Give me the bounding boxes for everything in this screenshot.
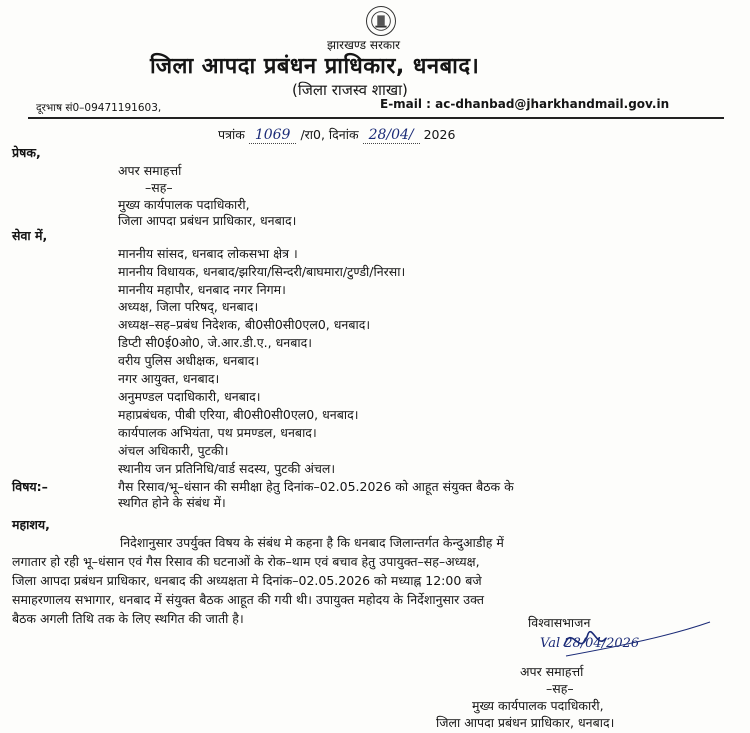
email-address: E-mail : ac-dhanbad@jharkhandmail.gov.in [380, 97, 670, 111]
recipient-item: डिप्टी सी0ई0ओ0, जे.आर.डी.ए., धनबाद। [118, 335, 312, 350]
recipients-label: सेवा में, [12, 228, 48, 243]
recipient-item: वरीय पुलिस अधीक्षक, धनबाद। [118, 353, 260, 368]
paragraph-line: लगातार हो रही भू–धंसान एवं गैस रिसाव की घटनाओं के रोक–थाम एवं बचाव हेतु उपायुक्त–सह–अध्यक्ष, [12, 554, 480, 569]
sender-line: जिला आपदा प्रबंधन प्राधिकार, धनबाद। [118, 213, 297, 228]
paragraph-line: समाहरणालय सभागार, धनबाद में संयुक्त बैठक आहूत की गयी थी। उपायुक्त महोदय के निर्देशानुसार उक्त [12, 592, 484, 607]
recipient-item: अध्यक्ष, जिला परिषद्, धनबाद। [118, 299, 259, 314]
recipient-item: माननीय महापौर, धनबाद नगर निगम। [118, 282, 286, 297]
sender-line: मुख्य कार्यपालक पदाधिकारी, [118, 197, 250, 212]
letter-year: 2026 [423, 127, 456, 142]
recipient-item: अध्यक्ष–सह–प्रबंध निदेशक, बी0सी0सी0एल0, धनबाद। [118, 317, 371, 332]
paragraph-line: जिला आपदा प्रबंधन प्राधिकार, धनबाद की अध्यक्षता मे दिनांक–02.05.2026 को मध्याह्न 12:00 बजे [12, 573, 482, 588]
sender-line: –सह– [145, 180, 173, 195]
header-divider [28, 117, 724, 119]
branch-name: (जिला राजस्व शाखा) [292, 81, 408, 99]
signatory-line: मुख्य कार्यपालक पदाधिकारी, [472, 698, 604, 713]
letter-number-line [218, 126, 455, 144]
recipient-item: माननीय विधायक, धनबाद/झरिया/सिन्दरी/बाघमारा/टुण्डी/निरसा। [118, 264, 406, 279]
sender-label: प्रेषक, [12, 145, 41, 160]
letter-section: /रा0, दिनांक [300, 127, 359, 142]
recipient-item: स्थानीय जन प्रतिनिधि/वार्ड सदस्य, पुटकी अंचल। [118, 461, 336, 476]
state-emblem-icon [366, 6, 396, 36]
phone-number: दूरभाष सं0–09471191603, [36, 102, 162, 114]
subject-line: स्थगित होने के संबंध में। [118, 495, 226, 510]
recipient-item: कार्यपालक अभियंता, पथ प्रमण्डल, धनबाद। [118, 425, 317, 440]
recipient-item: अनुमण्डल पदाधिकारी, धनबाद। [118, 389, 261, 404]
sender-line: अपर समाहर्त्ता [118, 163, 182, 178]
signatory-line: अपर समाहर्त्ता [520, 664, 584, 679]
salutation: महाशय, [12, 517, 50, 532]
letter-prefix: पत्रांक [218, 127, 245, 142]
paragraph-line: निदेशानुसार उपर्युक्त विषय के संबंध मे कहना है कि धनबाद जिलान्तर्गत केन्दुआडीह में [120, 535, 504, 550]
subject-line: गैस रिसाव/भू–धंसान की समीक्षा हेतु दिनांक–02.05.2026 को आहूत संयुक्त बैठक के [118, 479, 514, 494]
signatory-line: जिला आपदा प्रबंधन प्राधिकार, धनबाद। [436, 715, 615, 730]
authority-title: जिला आपदा प्रबंधन प्राधिकार, धनबाद। [150, 54, 480, 79]
letter-number: 1069 [249, 127, 297, 144]
recipient-item: महाप्रबंधक, पीबी एरिया, बी0सी0सी0एल0, धनबाद। [118, 407, 359, 422]
paragraph-line: बैठक अगली तिथि तक के लिए स्थगित की जाती है। [12, 611, 244, 626]
recipient-item: अंचल अधिकारी, पुटकी। [118, 443, 229, 458]
government-name: झारखण्ड सरकार [327, 38, 401, 52]
subject-label: विषय:– [12, 479, 48, 494]
signatory-line: –सह– [546, 681, 574, 696]
letter-date: 28/04/ [363, 127, 420, 144]
recipient-item: नगर आयुक्त, धनबाद। [118, 371, 220, 386]
valediction: विश्वासभाजन [528, 615, 591, 630]
recipient-item: माननीय सांसद, धनबाद लोकसभा क्षेत्र । [118, 246, 298, 261]
signature-text: Val 28/04/2026 [540, 636, 640, 651]
